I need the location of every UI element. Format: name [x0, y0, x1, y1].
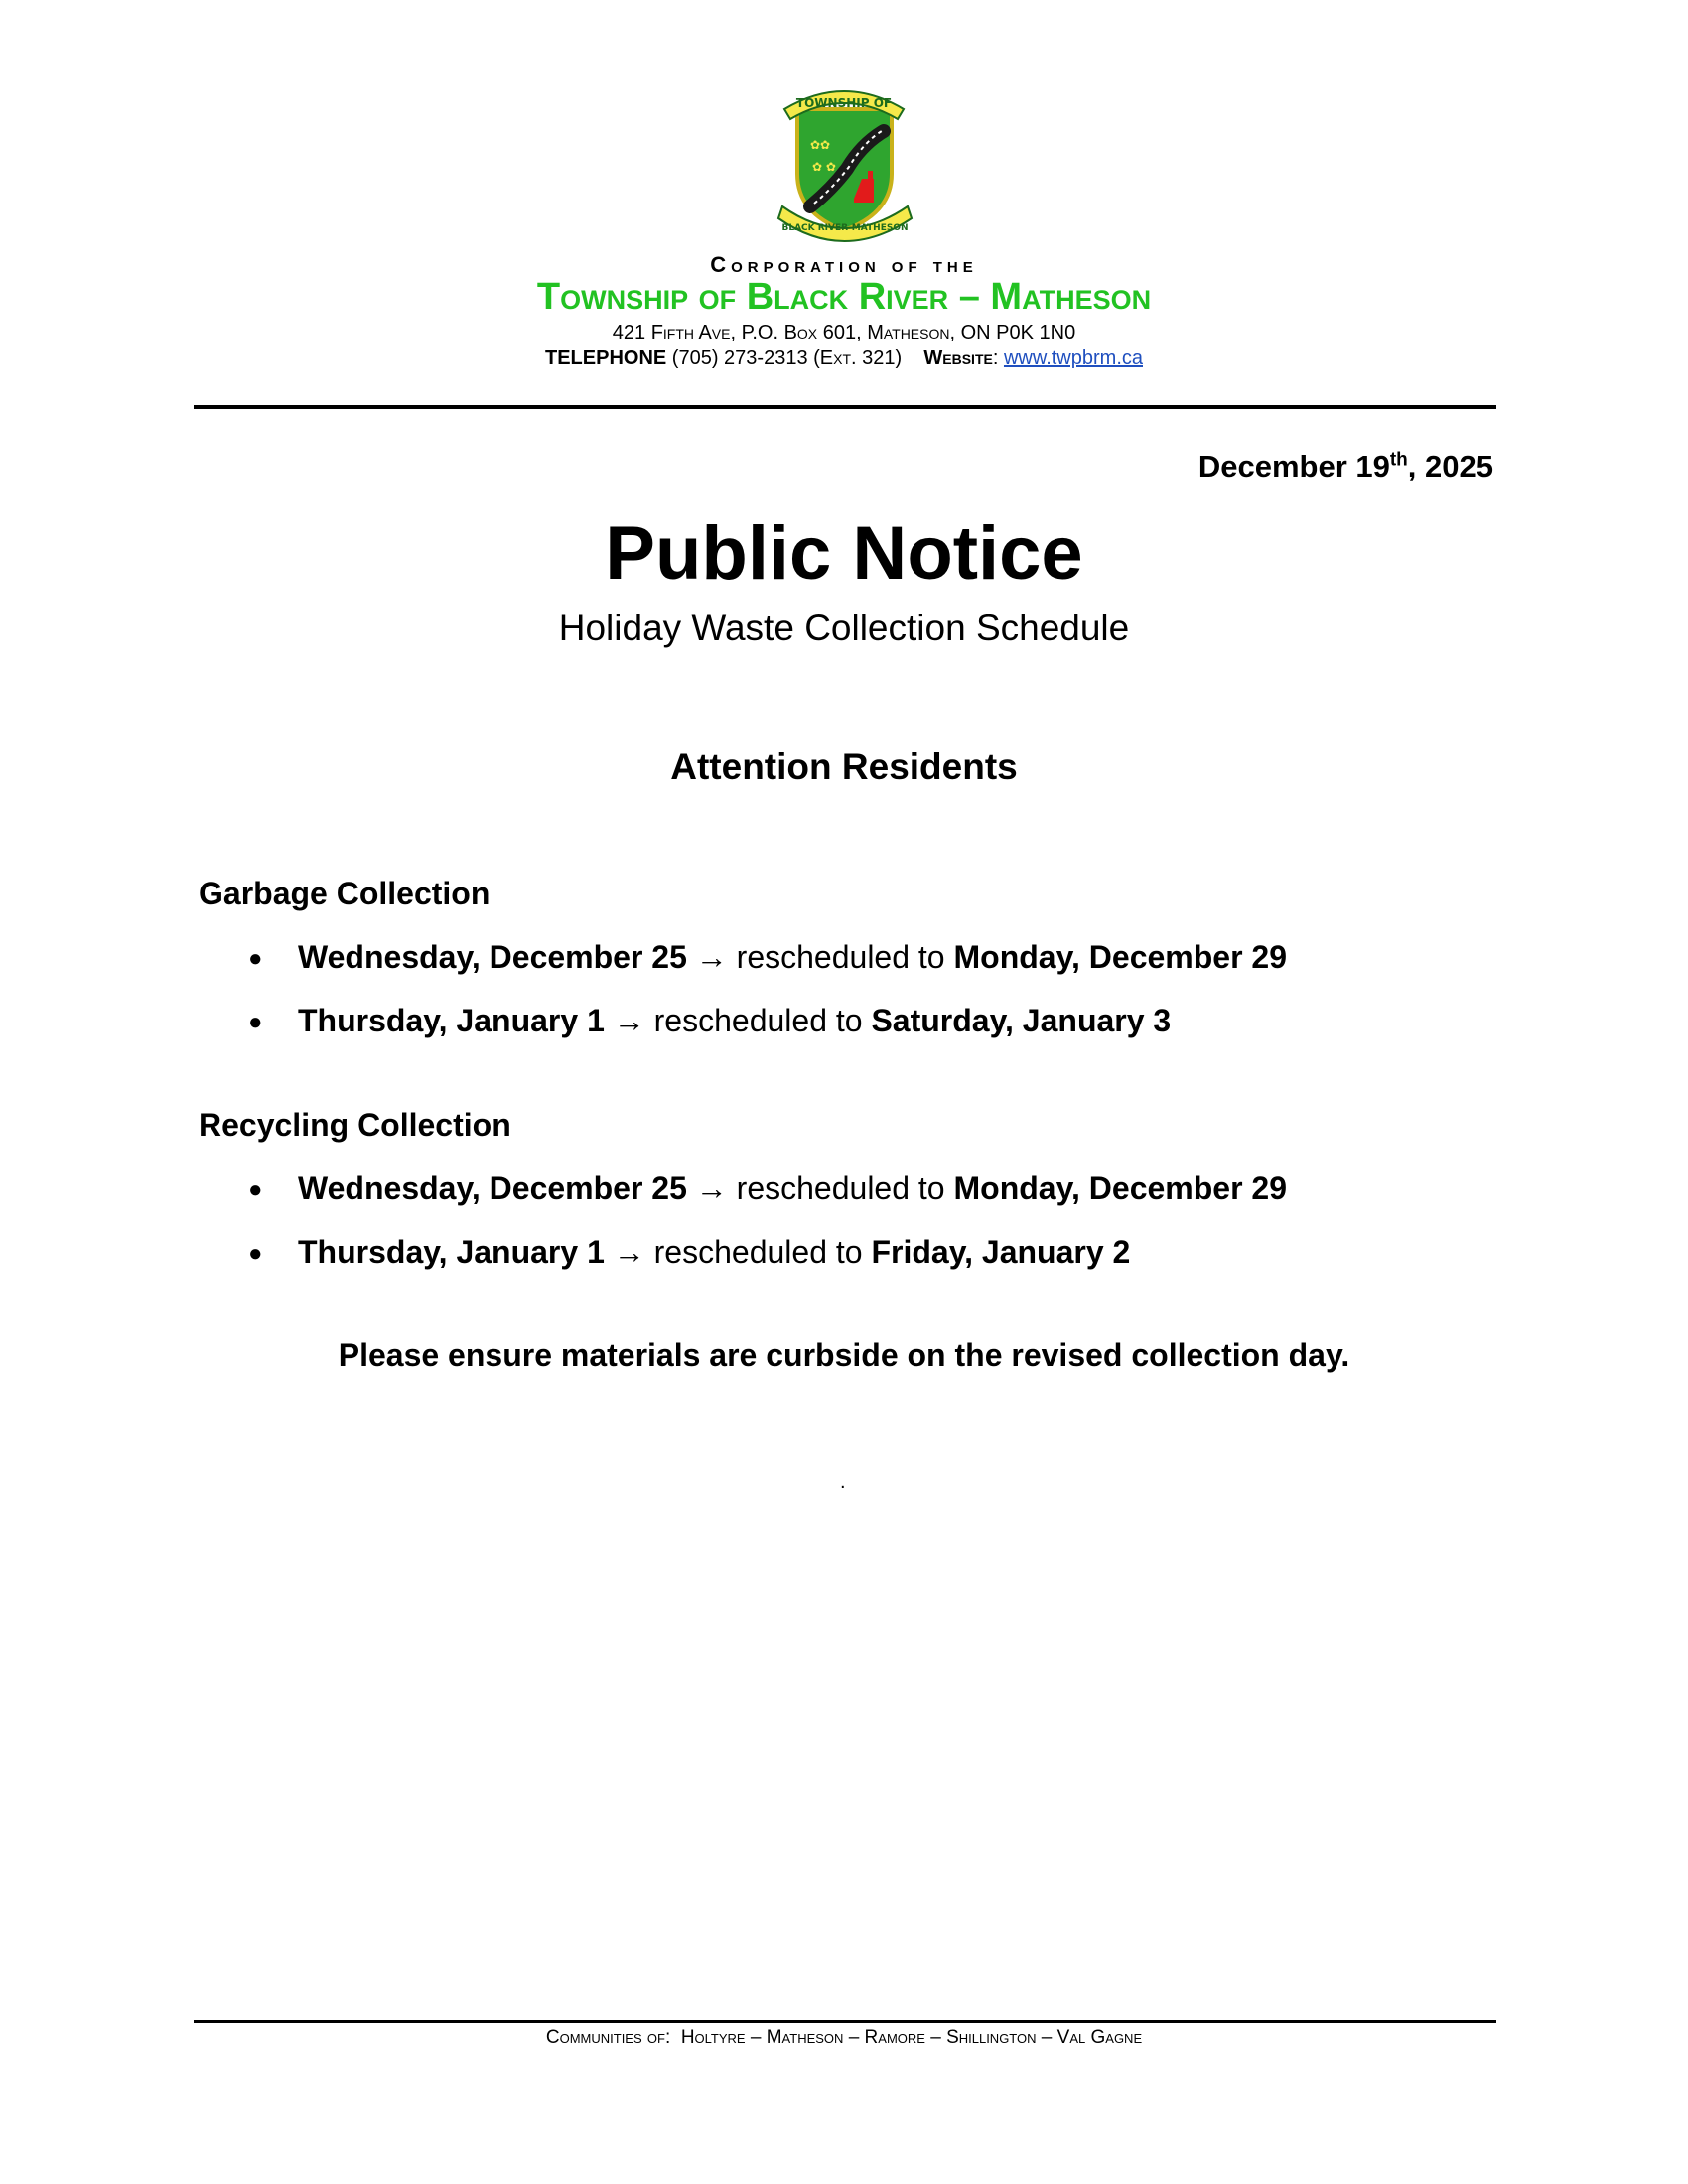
list-item	[298, 1003, 1171, 1039]
bullet-icon: ●	[248, 1176, 263, 1203]
svg-text:✿✿: ✿✿	[810, 138, 831, 152]
bullet-icon: ●	[248, 945, 263, 972]
closing-note: Please ensure materials are curbside on the revised collection day.	[338, 1337, 1350, 1373]
township-crest-icon	[763, 79, 926, 243]
page-title: Public Notice	[605, 511, 1083, 596]
address-text: 421 Fifth Ave, P.O. Box 601, Matheson, ON P0K 1N0	[612, 322, 1076, 343]
original-day: Wednesday, December 25	[298, 1170, 687, 1206]
new-day: Saturday, January 3	[871, 1003, 1172, 1038]
svg-text:✿ ✿: ✿ ✿	[812, 160, 836, 174]
footer-divider	[194, 2020, 1496, 2023]
list-item	[298, 1170, 1287, 1207]
reschedule-text: → rescheduled to	[686, 1170, 954, 1206]
date-year: , 2025	[1407, 449, 1493, 483]
address-line	[0, 322, 1688, 344]
website-link[interactable]: www.twpbrm.ca	[1003, 347, 1143, 369]
original-day: Wednesday, December 25	[298, 939, 687, 975]
footer-communities-list: Holtyre – Matheson – Ramore – Shillington – Val Gagne	[680, 2027, 1143, 2048]
date-suffix: th	[1389, 449, 1408, 471]
date-main: December 19	[1197, 449, 1390, 483]
page-subtitle: Holiday Waste Collection Schedule	[558, 608, 1130, 648]
footer-label: Communities of:	[545, 2027, 671, 2048]
new-day: Monday, December 29	[953, 1170, 1288, 1206]
notice-date	[1198, 449, 1493, 484]
garbage-heading: Garbage Collection	[199, 876, 491, 911]
contact-line	[0, 347, 1688, 370]
reschedule-text: → rescheduled to	[686, 939, 954, 975]
new-day: Friday, January 2	[871, 1234, 1131, 1270]
stray-mark: .	[840, 1471, 846, 1493]
original-day: Thursday, January 1	[298, 1003, 605, 1038]
telephone-value: (705) 273-2313 (Ext. 321)	[671, 347, 903, 369]
new-day: Monday, December 29	[953, 939, 1288, 975]
township-name-text: Township of Black River – Matheson	[536, 276, 1152, 318]
logo-banner-top-text: TOWNSHIP OF	[795, 96, 893, 110]
list-item	[298, 939, 1287, 976]
corporation-line	[0, 252, 1688, 278]
reschedule-text: → rescheduled to	[604, 1003, 872, 1038]
website-colon: :	[992, 347, 999, 369]
attention-heading: Attention Residents	[670, 747, 1018, 787]
corporation-text: Corporation of the	[710, 252, 978, 277]
bullet-icon: ●	[248, 1240, 263, 1267]
logo-banner-bottom-text: BLACK RIVER-MATHESON	[781, 223, 909, 233]
recycling-heading: Recycling Collection	[199, 1107, 511, 1143]
reschedule-text: → rescheduled to	[604, 1234, 872, 1270]
website-label: Website	[923, 347, 993, 369]
header-divider	[194, 405, 1496, 409]
township-name	[0, 276, 1688, 319]
list-item	[298, 1234, 1130, 1271]
footer-communities	[0, 2027, 1688, 2049]
telephone-label: TELEPHONE	[544, 347, 667, 369]
original-day: Thursday, January 1	[298, 1234, 605, 1270]
bullet-icon: ●	[248, 1009, 263, 1035]
